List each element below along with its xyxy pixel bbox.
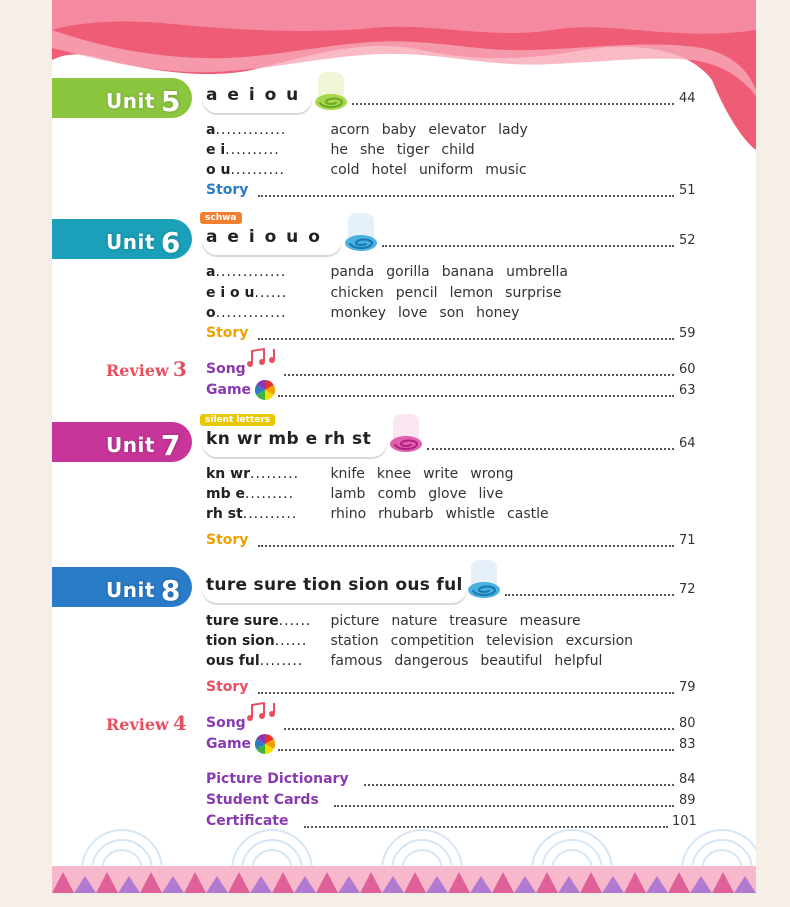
- phonics-row: rh st.......... rhino rhubarb whistle castle: [206, 506, 549, 522]
- phonics-row: ture sure...... picture nature treasure measure: [206, 613, 581, 629]
- page-number: 79: [679, 680, 696, 695]
- page-number: 51: [679, 183, 696, 198]
- dot-leader: [258, 692, 674, 694]
- review-3-label: Review 3: [106, 357, 187, 381]
- page-number: 63: [679, 383, 696, 398]
- color-wheel-icon: [255, 380, 275, 400]
- page-number: 84: [679, 772, 696, 787]
- dot-leader: [427, 448, 674, 450]
- page-number: 59: [679, 326, 696, 341]
- page-number: 80: [679, 716, 696, 731]
- dot-leader: [278, 395, 674, 397]
- page-number: 44: [679, 91, 696, 106]
- review-4-label: Review 4: [106, 711, 187, 735]
- music-note-icon: [246, 347, 282, 369]
- page-number: 60: [679, 362, 696, 377]
- dot-leader: [258, 338, 674, 340]
- game-link[interactable]: Game: [206, 736, 252, 752]
- dot-leader: [284, 374, 674, 376]
- unit-8-label: Unit 8: [106, 574, 181, 607]
- story-link[interactable]: Story: [206, 325, 249, 341]
- unit-8-banner: [52, 567, 192, 607]
- candy-roll-icon: [312, 70, 348, 112]
- schwa-tag: schwa: [200, 212, 242, 224]
- unit-6-label: Unit 6: [106, 226, 181, 259]
- unit-7-banner: [52, 422, 192, 462]
- page-number: 89: [679, 793, 696, 808]
- unit-6-title-box[interactable]: [202, 225, 342, 255]
- phonics-row: e i o u...... chicken pencil lemon surprise: [206, 285, 562, 301]
- dot-leader: [258, 195, 674, 197]
- dot-leader: [304, 826, 668, 828]
- dot-leader: [278, 749, 674, 751]
- game-link[interactable]: Game: [206, 382, 252, 398]
- phonics-row: kn wr......... knife knee write wrong: [206, 466, 514, 482]
- certificate-link[interactable]: Certificate: [206, 813, 289, 829]
- candy-roll-icon: [387, 412, 423, 454]
- dot-leader: [352, 103, 674, 105]
- unit-6-title: a e i o u o: [206, 227, 322, 247]
- candy-roll-icon: [465, 558, 501, 600]
- phonics-row: o............. monkey love son honey: [206, 305, 520, 321]
- dot-leader: [284, 728, 674, 730]
- dot-leader: [258, 545, 674, 547]
- dot-leader: [364, 784, 674, 786]
- unit-7-title-box[interactable]: [202, 427, 387, 457]
- unit-7-label: Unit 7: [106, 429, 181, 462]
- unit-6-banner: [52, 219, 192, 259]
- song-link[interactable]: Song: [206, 361, 246, 377]
- wave-pattern-decoration: [52, 810, 756, 870]
- silent-letters-tag: silent letters: [200, 414, 275, 426]
- unit-5-title: a e i o u: [206, 85, 301, 105]
- page-number: 52: [679, 233, 696, 248]
- dot-leader: [382, 245, 674, 247]
- unit-8-title-box[interactable]: [202, 573, 467, 603]
- picture-dictionary-link[interactable]: Picture Dictionary: [206, 771, 349, 787]
- phonics-row: a............. acorn baby elevator lady: [206, 122, 528, 138]
- bottom-border-decoration: [52, 866, 756, 893]
- unit-5-banner: [52, 78, 192, 118]
- page-number: 71: [679, 533, 696, 548]
- page-number: 72: [679, 582, 696, 597]
- student-cards-link[interactable]: Student Cards: [206, 792, 319, 808]
- unit-5-label: Unit 5: [106, 85, 181, 118]
- page-number: 64: [679, 436, 696, 451]
- phonics-row: e i.......... he she tiger child: [206, 142, 475, 158]
- dot-leader: [334, 805, 674, 807]
- dot-leader: [505, 594, 674, 596]
- song-link[interactable]: Song: [206, 715, 246, 731]
- story-link[interactable]: Story: [206, 679, 249, 695]
- contents-page: [52, 0, 756, 893]
- page-number: 83: [679, 737, 696, 752]
- page-number: 101: [672, 814, 697, 829]
- story-link[interactable]: Story: [206, 182, 249, 198]
- phonics-row: tion sion...... station competition television excursion: [206, 633, 634, 649]
- unit-8-title: ture sure tion sion ous ful: [206, 575, 463, 595]
- phonics-row: ous ful........ famous dangerous beautiful helpful: [206, 653, 603, 669]
- candy-roll-icon: [342, 211, 378, 253]
- story-link[interactable]: Story: [206, 532, 249, 548]
- phonics-row: a............. panda gorilla banana umbrella: [206, 264, 568, 280]
- phonics-row: mb e......... lamb comb glove live: [206, 486, 504, 502]
- phonics-row: o u.......... cold hotel uniform music: [206, 162, 527, 178]
- unit-5-title-box[interactable]: [202, 83, 312, 113]
- unit-7-title: kn wr mb e rh st: [206, 429, 372, 449]
- color-wheel-icon: [255, 734, 275, 754]
- music-note-icon: [246, 701, 282, 723]
